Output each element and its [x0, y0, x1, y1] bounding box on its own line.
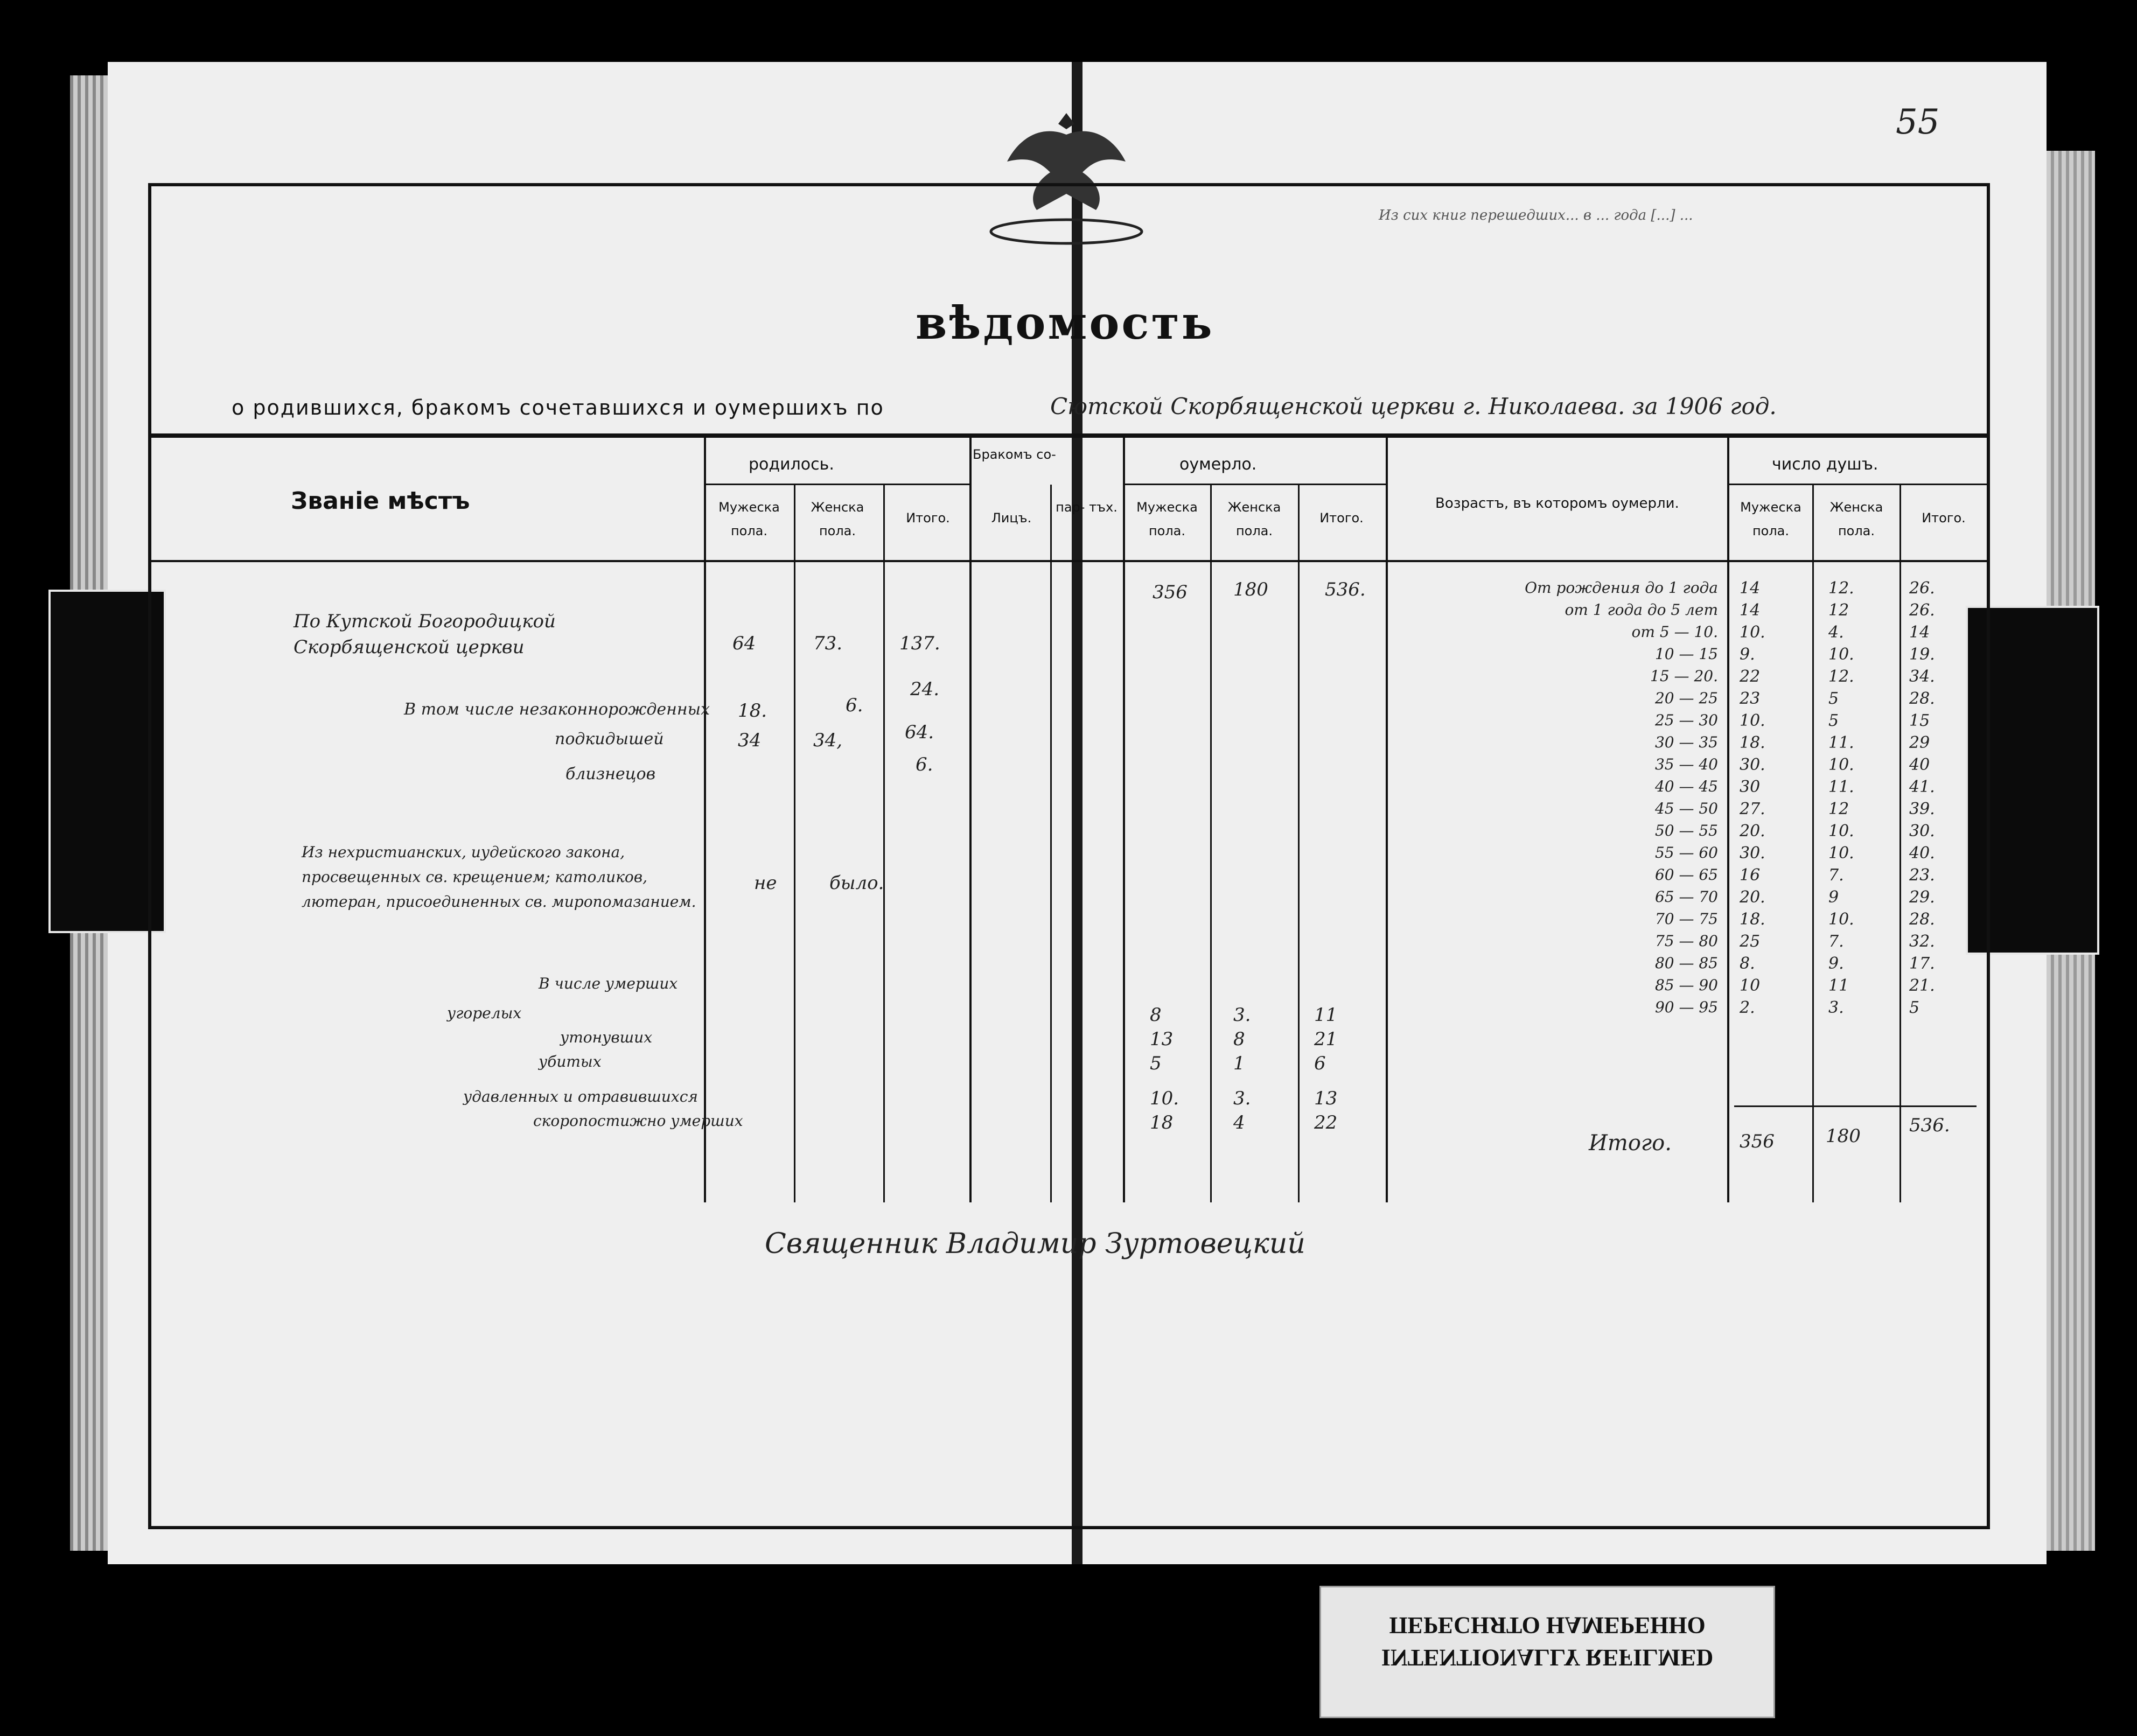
- col-divider: [1123, 438, 1125, 1202]
- col-divider: [883, 485, 885, 1202]
- sub-died-total: Итого.: [1319, 510, 1364, 526]
- row-illegit-label: В том числе незаконнорожденных: [404, 700, 710, 719]
- sub-died-male: Мужеска пола.: [1136, 500, 1198, 538]
- age-value-t: 32.: [1909, 932, 1935, 951]
- cause-value: 5: [1150, 1053, 1162, 1074]
- col-divider: [794, 485, 795, 1202]
- age-range: от 5 — 10.: [1631, 623, 1718, 641]
- illegit-total: 24.: [910, 678, 940, 700]
- age-value-m: 14: [1740, 601, 1761, 620]
- age-value-m: 10.: [1740, 623, 1765, 642]
- age-range: 65 — 70: [1654, 888, 1718, 906]
- age-value-m: 25: [1740, 932, 1761, 951]
- sub-born-male: Мужеска пола.: [718, 500, 780, 538]
- sub-died-female: Женска пола.: [1227, 500, 1281, 538]
- died-grand-total: 536.: [1325, 579, 1366, 600]
- twins-total: 6.: [916, 754, 933, 775]
- age-value-m: 14: [1740, 579, 1761, 598]
- age-value-f: 5: [1828, 711, 1839, 730]
- sub-souls-male: Мужеска пола.: [1740, 500, 1801, 538]
- sub-born-total: Итого.: [906, 510, 950, 526]
- age-value-t: 19.: [1909, 645, 1935, 664]
- sub-married-pairs: пар- тъх.: [1056, 500, 1118, 515]
- col-divider: [1210, 485, 1212, 1202]
- age-range: 45 — 50: [1654, 800, 1718, 817]
- totals-label: Итого.: [1589, 1131, 1672, 1156]
- col-header-died: оумерло.: [1179, 455, 1257, 474]
- illegit-female: 6.: [846, 695, 863, 716]
- age-value-m: 20.: [1740, 888, 1765, 907]
- age-value-t: 26.: [1909, 579, 1935, 598]
- col-header-place: Званіе мѣстъ: [291, 487, 470, 515]
- age-value-f: 12.: [1828, 667, 1854, 686]
- cause-label: удавленных и отравившихся: [463, 1088, 698, 1105]
- cause-value: 8: [1233, 1028, 1245, 1050]
- subhead-rule: [1125, 484, 1386, 485]
- sub-souls-female: Женска пола.: [1829, 500, 1883, 538]
- cause-value: 1: [1233, 1053, 1245, 1074]
- age-value-m: 16: [1740, 866, 1761, 885]
- age-value-t: 34.: [1909, 667, 1935, 686]
- age-value-t: 40: [1909, 755, 1930, 774]
- age-value-t: 29: [1909, 733, 1930, 752]
- age-value-f: 5: [1828, 689, 1839, 708]
- age-value-t: 26.: [1909, 601, 1935, 620]
- age-value-f: 10.: [1828, 645, 1854, 664]
- cause-label: утонувших: [560, 1028, 652, 1046]
- age-range: 25 — 30: [1654, 711, 1718, 729]
- age-range: 75 — 80: [1654, 932, 1718, 950]
- age-value-t: 5: [1909, 998, 1920, 1017]
- born-total-value: 137.: [899, 633, 940, 654]
- age-range: 70 — 75: [1654, 910, 1718, 928]
- age-range: 60 — 65: [1654, 866, 1718, 884]
- cause-value: 22: [1314, 1112, 1338, 1133]
- died-female-total: 180: [1233, 579, 1268, 600]
- age-range: 50 — 55: [1654, 822, 1718, 839]
- col-header-souls: число душъ.: [1772, 455, 1878, 474]
- header-rule: [148, 433, 1990, 438]
- totals-grand: 536.: [1909, 1115, 1950, 1136]
- age-value-f: 12.: [1828, 579, 1854, 598]
- col-divider: [1899, 485, 1901, 1202]
- col-header-born: родилось.: [749, 455, 834, 474]
- totals-rule: [1734, 1105, 1977, 1107]
- age-value-t: 23.: [1909, 866, 1935, 885]
- col-divider: [1812, 485, 1814, 1202]
- age-value-f: 3.: [1828, 998, 1844, 1017]
- illegit-male: 18.: [738, 700, 767, 722]
- age-value-t: 28.: [1909, 689, 1935, 708]
- age-value-m: 20.: [1740, 822, 1765, 841]
- margin-note: Из сих книг перешедших... в ... года [...] ...: [1379, 207, 1693, 223]
- age-value-t: 40.: [1909, 844, 1935, 863]
- age-value-t: 41.: [1909, 778, 1935, 796]
- age-value-f: 10.: [1828, 844, 1854, 863]
- totals-male: 356: [1740, 1131, 1775, 1152]
- cause-value: 11: [1314, 1004, 1338, 1026]
- age-value-f: 10.: [1828, 822, 1854, 841]
- stamp-line-1: ПЕРЕСНЯТО НАМЕРЕННО: [1389, 1612, 1706, 1639]
- cause-value: 4: [1233, 1112, 1245, 1133]
- age-value-m: 27.: [1740, 800, 1765, 818]
- age-value-t: 15: [1909, 711, 1930, 730]
- age-range: От рождения до 1 года: [1525, 579, 1718, 597]
- age-value-f: 12: [1828, 601, 1849, 620]
- cause-value: 3.: [1233, 1004, 1251, 1026]
- age-value-t: 21.: [1909, 976, 1935, 995]
- subtitle-handwritten: Сютской Скорбященской церкви г. Николаева. за 1906 год.: [1050, 393, 1777, 419]
- row-foundlings-label: подкидышей: [555, 730, 664, 748]
- age-range: 35 — 40: [1654, 755, 1718, 773]
- age-value-m: 18.: [1740, 910, 1765, 929]
- cause-value: 18: [1150, 1112, 1174, 1133]
- row-twins-label: близнецов: [565, 765, 656, 783]
- age-range: 90 — 95: [1654, 998, 1718, 1016]
- folio-number: 55: [1896, 102, 1940, 142]
- age-value-f: 10.: [1828, 755, 1854, 774]
- foundlings-male: 34: [738, 730, 762, 751]
- cause-value: 21: [1314, 1028, 1338, 1050]
- totals-female: 180: [1826, 1125, 1861, 1147]
- foundlings-female: 34,: [813, 730, 843, 751]
- cause-value: 8: [1150, 1004, 1162, 1026]
- column-head-rule: [148, 560, 1990, 562]
- age-range: 10 — 15: [1654, 645, 1718, 663]
- age-value-t: 30.: [1909, 822, 1935, 841]
- age-range: 85 — 90: [1654, 976, 1718, 994]
- signature: Священник Владимир Зуртовецкий: [765, 1228, 1305, 1260]
- row-church-label: По Кутской Богородицкой Скорбященской церкви: [294, 611, 556, 658]
- age-value-m: 30.: [1740, 755, 1765, 774]
- age-value-t: 17.: [1909, 954, 1935, 973]
- subhead-rule: [706, 484, 969, 485]
- age-range: 15 — 20.: [1650, 667, 1718, 685]
- stamp-line-2: INTENTIONALLY REFILMED: [1381, 1644, 1714, 1671]
- col-header-married: Бракомъ со-: [973, 447, 1056, 462]
- cause-value: 3.: [1233, 1088, 1251, 1109]
- age-value-f: 11.: [1828, 733, 1854, 752]
- age-range: 20 — 25: [1654, 689, 1718, 707]
- age-value-m: 9.: [1740, 645, 1755, 664]
- born-female-value: 73.: [813, 633, 843, 654]
- col-divider: [1050, 485, 1052, 1202]
- age-range: 30 — 35: [1654, 733, 1718, 751]
- age-value-m: 18.: [1740, 733, 1765, 752]
- col-divider: [1386, 438, 1388, 1202]
- col-divider: [1727, 438, 1729, 1202]
- age-value-m: 10: [1740, 976, 1761, 995]
- cause-value: 13: [1150, 1028, 1174, 1050]
- age-value-m: 2.: [1740, 998, 1755, 1017]
- age-value-m: 30.: [1740, 844, 1765, 863]
- converts-none-2: было.: [829, 872, 884, 894]
- cause-value: 13: [1314, 1088, 1338, 1109]
- age-value-f: 10.: [1828, 910, 1854, 929]
- refilmed-stamp: [1319, 1586, 1775, 1718]
- age-value-m: 8.: [1740, 954, 1755, 973]
- died-male-total: 356: [1153, 582, 1188, 603]
- age-value-f: 7.: [1828, 866, 1844, 885]
- col-divider: [969, 438, 972, 1202]
- row-converts-label: Из нехристианских, иудейского закона, просвещенных св. крещением; католиков, лютеран, присоединенных св. миропомазанием.: [302, 843, 696, 911]
- age-value-f: 12: [1828, 800, 1849, 818]
- page-title: вѣдомость: [916, 296, 1214, 349]
- age-range: 80 — 85: [1654, 954, 1718, 972]
- age-value-f: 9: [1828, 888, 1839, 907]
- age-value-m: 30: [1740, 778, 1761, 796]
- sub-souls-total: Итого.: [1922, 510, 1966, 526]
- age-value-t: 28.: [1909, 910, 1935, 929]
- foundlings-total: 64.: [905, 722, 934, 743]
- subtitle-printed: о родившихся, бракомъ сочетавшихся и оумершихъ по: [232, 396, 884, 419]
- age-value-t: 14: [1909, 623, 1930, 642]
- age-value-f: 9.: [1828, 954, 1844, 973]
- age-value-t: 39.: [1909, 800, 1935, 818]
- cause-label: скоропостижно умерших: [533, 1112, 743, 1130]
- age-value-t: 29.: [1909, 888, 1935, 907]
- cause-value: 10.: [1150, 1088, 1179, 1109]
- born-male-value: 64: [732, 633, 756, 654]
- age-value-f: 11: [1828, 976, 1849, 995]
- sub-born-female: Женска пола.: [811, 500, 864, 538]
- subhead-rule: [1729, 484, 1990, 485]
- age-value-f: 4.: [1828, 623, 1844, 642]
- age-value-m: 23: [1740, 689, 1761, 708]
- cause-label: убитых: [539, 1053, 602, 1070]
- age-value-m: 10.: [1740, 711, 1765, 730]
- age-range: от 1 года до 5 лет: [1565, 601, 1718, 619]
- sub-married-persons: Лицъ.: [991, 510, 1032, 526]
- cause-value: 6: [1314, 1053, 1326, 1074]
- converts-none: не: [754, 872, 777, 894]
- causes-title: В числе умерших: [539, 975, 678, 992]
- col-divider: [704, 438, 706, 1202]
- age-value-m: 22: [1740, 667, 1761, 686]
- col-header-age: Возрастъ, въ которомъ оумерли.: [1435, 495, 1679, 512]
- age-range: 55 — 60: [1654, 844, 1718, 862]
- cause-label: угорелых: [447, 1004, 522, 1022]
- age-range: 40 — 45: [1654, 778, 1718, 795]
- col-divider: [1298, 485, 1300, 1202]
- age-value-f: 7.: [1828, 932, 1844, 951]
- age-value-f: 11.: [1828, 778, 1854, 796]
